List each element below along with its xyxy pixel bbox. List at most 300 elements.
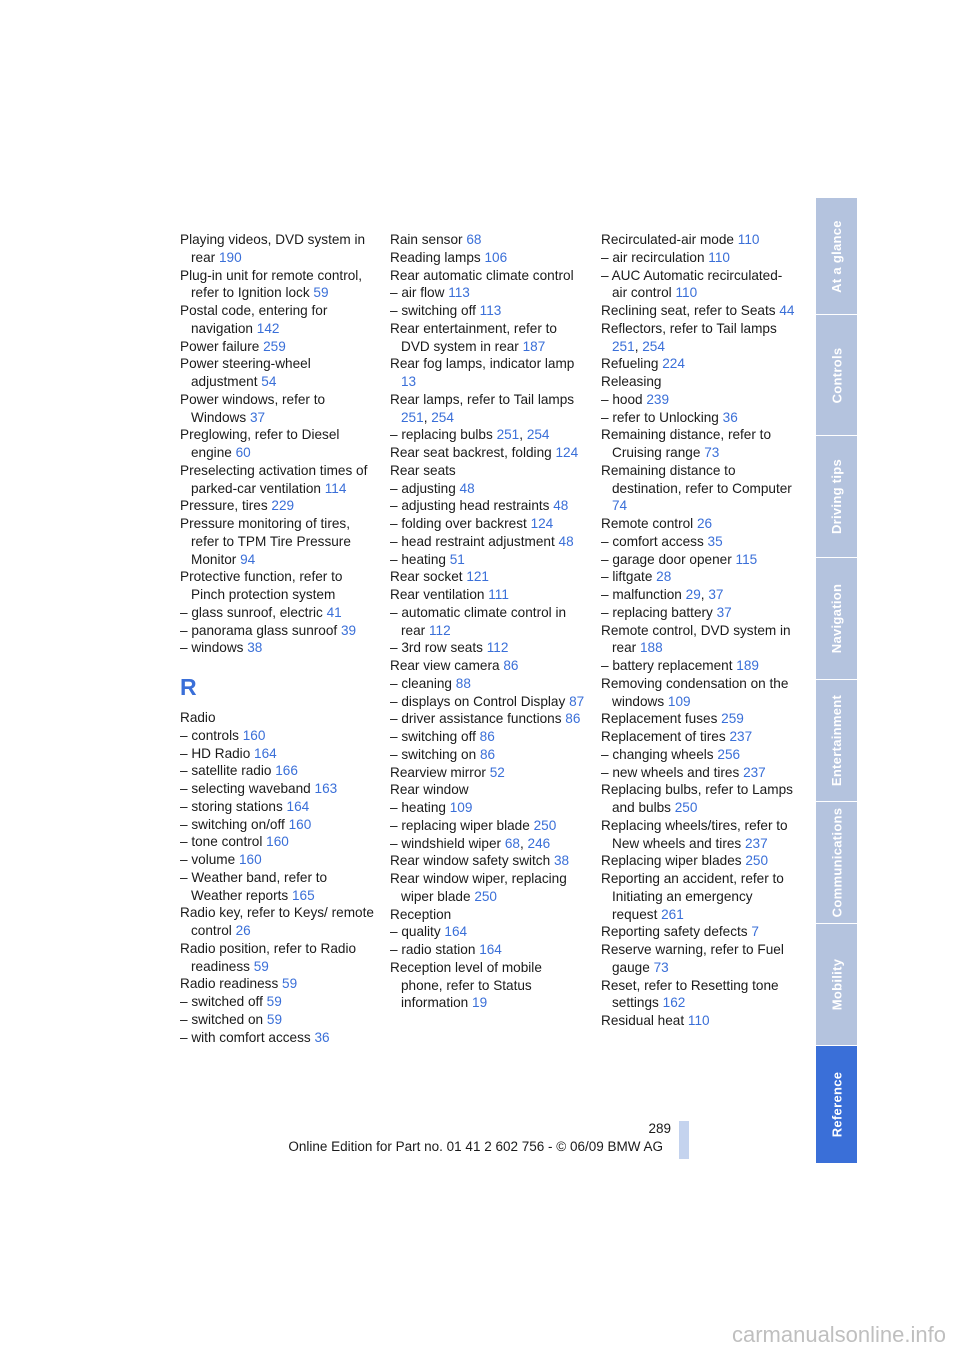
index-entry-text: Recirculated-air mode — [601, 232, 734, 247]
index-entry — [390, 586, 586, 604]
tab-label: Controls — [829, 347, 844, 403]
index-entry — [390, 515, 586, 533]
page-reference-link[interactable]: 229 — [271, 498, 295, 514]
index-entry — [601, 1012, 797, 1030]
index-entry-text: – comfort access — [601, 533, 704, 549]
tab-at-a-glance[interactable] — [816, 198, 857, 315]
page-reference-link[interactable]: 74 — [612, 498, 628, 514]
index-entry — [601, 781, 797, 817]
page-reference-link[interactable]: 124 — [530, 516, 554, 531]
index-entry-text: Radio readiness — [180, 976, 279, 992]
index-entry-text: Residual heat — [601, 1013, 685, 1028]
index-entry-text: Replacing bulbs, refer to Lamps and bulbs — [601, 782, 793, 815]
index-entry — [601, 249, 797, 267]
page-reference-link[interactable]: 54 — [261, 374, 277, 389]
page-reference-link[interactable]: 86 — [565, 711, 581, 727]
index-entry — [180, 833, 376, 851]
tab-label: Driving tips — [829, 458, 845, 535]
index-entry — [390, 941, 586, 959]
index-entry-text: – storing stations — [180, 798, 283, 814]
index-entry-text: – with comfort access — [180, 1029, 311, 1045]
index-entry — [180, 355, 376, 391]
index-entry — [601, 746, 797, 764]
page-reference-link[interactable]: 26 — [696, 516, 713, 531]
page-reference-link[interactable]: 256 — [717, 746, 741, 762]
page-reference-link[interactable]: 250 — [533, 817, 557, 833]
index-entry — [180, 426, 376, 462]
index-entry-text: Postal code, entering for navigation — [180, 303, 328, 336]
index-entry — [601, 923, 797, 941]
index-entry-text: Remaining distance, refer to Cruising range — [601, 427, 772, 460]
tab-label: Reference — [829, 1071, 845, 1138]
page-reference-link[interactable]: 110 — [737, 232, 760, 247]
index-entry-text: – tone control — [180, 834, 263, 850]
page-reference-link[interactable]: 36 — [722, 409, 738, 425]
index-entry — [601, 409, 797, 427]
page-reference-link[interactable]: 29 — [685, 587, 701, 602]
index-entry — [180, 338, 376, 356]
index-entry — [390, 870, 586, 906]
index-entry — [390, 657, 586, 675]
index-entry-text: Reading lamps — [390, 249, 481, 265]
index-entry-text: Preselecting activation times of parked-car ventilation — [180, 462, 368, 496]
index-entry — [601, 231, 797, 249]
page-reference-link[interactable]: 19 — [472, 995, 488, 1011]
index-entry-text: – 3rd row seats — [390, 640, 483, 656]
index-entry — [390, 764, 586, 782]
index-entry-text: – switched on — [180, 1011, 264, 1027]
page-reference-link[interactable]: 251 — [496, 427, 520, 443]
index-entry-text: Replacing wiper blades — [601, 853, 742, 869]
index-entry — [390, 710, 586, 728]
page-reference-link[interactable]: 110 — [675, 285, 698, 301]
index-entry — [390, 568, 586, 586]
page-reference-link[interactable]: 189 — [736, 658, 759, 673]
tab-mobility[interactable] — [816, 924, 857, 1046]
tab-communications[interactable] — [816, 802, 857, 924]
page-reference-link[interactable]: 224 — [662, 356, 685, 372]
index-entry — [601, 977, 797, 1013]
index-entry — [601, 852, 797, 870]
tab-navigation[interactable] — [816, 558, 857, 680]
index-entry — [180, 851, 376, 869]
page-reference-link[interactable]: 59 — [253, 958, 269, 974]
index-entry — [601, 302, 797, 320]
index-entry-text: – folding over backrest — [390, 516, 527, 531]
page-reference-link[interactable]: 251 — [401, 409, 424, 425]
index-entry — [601, 710, 797, 728]
page-reference-link[interactable]: 254 — [642, 338, 665, 354]
index-entry — [390, 551, 586, 569]
page-reference-link[interactable]: 124 — [555, 445, 579, 460]
index-entry — [601, 675, 797, 711]
page-reference-link[interactable]: 13 — [401, 374, 417, 389]
index-entry-text: – adjusting head restraints — [390, 498, 550, 514]
page-reference-link[interactable]: 73 — [653, 959, 669, 975]
page-reference-link[interactable]: 39 — [340, 622, 357, 638]
page-reference-link[interactable]: 28 — [656, 569, 672, 585]
index-entry-text: – air recirculation — [601, 249, 705, 265]
index-entry-text: Preglowing, refer to Diesel engine — [180, 427, 340, 460]
page-reference-link[interactable]: 251 — [612, 338, 635, 354]
index-entry — [180, 745, 376, 763]
page-reference-link[interactable]: 112 — [428, 622, 451, 638]
section-tab-bar — [816, 198, 857, 1164]
index-entry-text: Reserve warning, refer to Fuel gauge — [601, 942, 784, 975]
index-entry-text: – hood — [601, 391, 643, 407]
page-reference-link[interactable]: 59 — [266, 1011, 283, 1027]
index-entry-text: – glass sunroof, electric — [180, 604, 323, 620]
page-reference-link[interactable]: 26 — [235, 923, 251, 938]
page-reference-link[interactable]: 59 — [313, 285, 329, 301]
index-entry — [390, 799, 586, 817]
page-reference-link[interactable]: 237 — [729, 729, 753, 744]
page-reference-link[interactable]: 160 — [288, 816, 312, 832]
index-column-3 — [601, 231, 797, 1030]
index-entry — [180, 302, 376, 338]
index-entry-text: Rear entertainment, refer to DVD system in rear — [390, 320, 557, 354]
index-entry-text: Rain sensor — [390, 232, 463, 247]
page-reference-link[interactable]: 239 — [646, 391, 670, 407]
index-entry — [601, 568, 797, 586]
index-entry — [390, 231, 586, 249]
page-reference-link[interactable]: 115 — [735, 551, 758, 567]
page-reference-link[interactable]: 160 — [242, 727, 266, 743]
index-entry-text: – replacing wiper blade — [390, 817, 530, 833]
index-entry-text: – heating — [390, 551, 446, 567]
index-entry — [601, 941, 797, 977]
index-entry — [180, 816, 376, 834]
index-entry — [390, 444, 586, 462]
page-reference-link[interactable]: 52 — [489, 764, 505, 780]
index-entry — [180, 1011, 376, 1029]
index-entry-text: Reset, refer to Resetting tone settings — [601, 977, 779, 1011]
index-entry-text: Pressure monitoring of tires, refer to TPM Tire Pressure Monitor — [180, 516, 351, 567]
page-reference-link[interactable]: 250 — [674, 800, 698, 815]
index-entry: – replacing bulbs 251, 254 — [390, 427, 550, 443]
index-entry-text: – controls — [180, 727, 239, 743]
tab-controls[interactable] — [816, 315, 857, 436]
page-reference-link[interactable]: 113 — [479, 303, 502, 318]
index-entry-text: Power failure — [180, 338, 260, 354]
page-reference-link[interactable]: 51 — [449, 551, 465, 567]
index-entry: Reflectors, refer to Tail lamps 251, 254 — [601, 320, 777, 354]
index-entry-text: Rearview mirror — [390, 764, 486, 780]
index-entry-text: Refueling — [601, 356, 659, 372]
tab-label: At a glance — [829, 219, 844, 293]
index-entry-text: Rear lamps, refer to Tail lamps — [390, 391, 575, 407]
page-reference-link[interactable]: 106 — [484, 249, 508, 265]
index-entry-text: Playing videos, DVD system in rear — [180, 232, 366, 265]
index-entry — [390, 923, 586, 941]
index-entry — [180, 622, 376, 640]
index-entry-text: – replacing battery — [601, 604, 713, 620]
index-entry-text: – windows — [180, 640, 244, 656]
index-entry-text: Reclining seat, refer to Seats — [601, 303, 776, 318]
index-entry-text: Rear window — [390, 782, 469, 798]
tab-label: Mobility — [829, 958, 845, 1011]
tab-reference[interactable] — [816, 1046, 857, 1164]
tab-entertainment[interactable] — [816, 680, 857, 802]
index-entry-text: Releasing — [601, 374, 662, 389]
tab-driving-tips[interactable] — [816, 436, 857, 558]
index-entry-text: – refer to Unlocking — [601, 409, 719, 425]
page-reference-link[interactable]: 259 — [263, 338, 286, 354]
index-entry — [601, 817, 797, 853]
index-entry — [390, 533, 586, 551]
index-entry — [180, 869, 376, 905]
page-reference-link[interactable]: 37 — [708, 587, 724, 602]
page-reference-link[interactable]: 188 — [639, 640, 663, 656]
index-column-2 — [390, 231, 586, 1012]
index-entry — [601, 373, 797, 391]
page-reference-link[interactable]: 35 — [707, 533, 723, 549]
index-entry: Rear lamps, refer to Tail lamps 251, 254 — [390, 391, 575, 425]
index-entry — [180, 780, 376, 798]
page-reference-link[interactable]: 68 — [504, 835, 520, 851]
index-entry-text: Rear window wiper, replacing wiper blade — [390, 871, 567, 904]
index-entry-text: Rear view camera — [390, 658, 500, 673]
page-reference-link[interactable]: 111 — [488, 587, 509, 602]
index-entry — [601, 355, 797, 373]
page-reference-link[interactable]: 7 — [751, 924, 759, 940]
page-reference-link[interactable]: 109 — [667, 693, 691, 709]
page-reference-link[interactable]: 113 — [448, 285, 470, 301]
index-entry-text: – driver assistance functions — [390, 711, 562, 727]
index-entry — [390, 746, 586, 764]
index-entry — [180, 1029, 376, 1047]
index-entry-text: – switching on — [390, 746, 477, 762]
index-entry-text: – new wheels and tires — [601, 764, 740, 780]
index-entry — [601, 533, 797, 551]
index-entry — [390, 249, 586, 267]
page-reference-link[interactable]: 165 — [292, 887, 315, 903]
index-entry-text: – Weather band, refer to Weather reports — [180, 869, 328, 903]
page-reference-link[interactable]: 88 — [455, 675, 471, 691]
page-reference-link[interactable]: 48 — [553, 498, 569, 514]
index-entry — [180, 604, 376, 622]
page-reference-link[interactable]: 250 — [474, 888, 497, 904]
page-reference-link[interactable]: 261 — [661, 906, 684, 922]
index-entry-text: – switching off — [390, 303, 476, 318]
index-entry-text: Radio key, refer to Keys/ remote control — [180, 905, 374, 938]
index-entry — [390, 604, 586, 640]
index-entry-text: – windshield wiper — [390, 835, 502, 851]
page-reference-link[interactable]: 86 — [503, 658, 519, 673]
index-entry-text: – switching on/off — [180, 816, 285, 832]
index-entry — [390, 639, 586, 657]
index-entry-text: Rear fog lamps, indicator lamp — [390, 356, 575, 372]
index-entry-text: Remote control, DVD system in rear — [601, 622, 791, 656]
index-column-1 — [180, 231, 376, 1046]
index-entry-text: Rear automatic climate control — [390, 267, 574, 283]
page-reference-link[interactable]: 60 — [235, 445, 251, 460]
index-entry — [390, 267, 586, 285]
index-entry — [390, 693, 586, 711]
page-reference-link[interactable]: 187 — [522, 338, 546, 354]
index-entry-text: – liftgate — [601, 569, 653, 585]
index-entry — [601, 426, 797, 462]
page-reference-link[interactable]: 164 — [444, 924, 468, 940]
index-entry-text: Remote control — [601, 516, 694, 531]
index-entry-text: Radio position, refer to Radio readiness — [180, 940, 357, 974]
page-reference-link[interactable]: 94 — [240, 551, 256, 567]
index-entry-text: – displays on Control Display — [390, 693, 566, 709]
index-entry — [180, 231, 376, 267]
footer-marker — [679, 1121, 689, 1159]
watermark: carmanualsonline.info — [731, 1322, 946, 1347]
index-entry-text: – adjusting — [390, 480, 456, 496]
page-reference-link[interactable]: 48 — [558, 533, 574, 549]
index-entry — [390, 284, 586, 302]
page-reference-link[interactable]: 163 — [314, 781, 338, 796]
index-entry-text: – switching off — [390, 729, 476, 744]
page-reference-link[interactable]: 254 — [431, 409, 454, 425]
index-entry-text: Reflectors, refer to Tail lamps — [601, 320, 777, 336]
index-entry-text: – automatic climate control in rear — [390, 604, 567, 638]
page-reference-link[interactable]: 190 — [218, 249, 242, 265]
page-reference-link[interactable]: 41 — [326, 604, 342, 620]
index-entry-text: – changing wheels — [601, 746, 714, 762]
index-entry-text: – cleaning — [390, 675, 452, 691]
index-entry-text: Replacement fuses — [601, 711, 718, 727]
index-entry — [180, 497, 376, 515]
index-entry — [180, 904, 376, 940]
index-entry: – malfunction 29, 37 — [601, 587, 724, 602]
page-reference-link[interactable]: 259 — [721, 711, 744, 727]
tab-label: Entertainment — [829, 694, 844, 787]
page-reference-link[interactable]: 37 — [249, 409, 266, 425]
page-reference-link[interactable]: 114 — [324, 480, 347, 496]
page-reference-link[interactable]: 87 — [569, 693, 585, 709]
index-entry-text: Power windows, refer to Windows — [180, 391, 326, 425]
index-entry — [601, 622, 797, 658]
page-reference-link[interactable]: 121 — [466, 569, 489, 585]
index-entry-text: – selecting waveband — [180, 781, 311, 796]
index-entry — [601, 657, 797, 675]
page-reference-link[interactable]: 164 — [286, 798, 310, 814]
index-entry — [390, 852, 586, 870]
index-entry-text: – replacing bulbs — [390, 427, 493, 443]
page-reference-link[interactable]: 37 — [716, 604, 732, 620]
page-reference-link[interactable]: 164 — [479, 942, 502, 957]
index-entry-text: – quality — [390, 924, 441, 940]
page-reference-link[interactable]: 254 — [526, 427, 550, 443]
index-entry-text: Power steering-wheel adjustment — [180, 356, 311, 389]
index-entry-text: Replacement of tires — [601, 729, 726, 744]
footer-text: Online Edition for Part no. 01 41 2 602 756 - © 06/09 BMW AG — [288, 1139, 663, 1154]
page-reference-link[interactable]: 38 — [553, 853, 570, 869]
index-entry — [390, 320, 586, 356]
index-entry — [601, 267, 797, 303]
page-reference-link[interactable]: 68 — [466, 232, 482, 247]
page-reference-link[interactable]: 237 — [743, 764, 766, 780]
page-reference-link[interactable]: 48 — [459, 480, 475, 496]
index-entry-text: – heating — [390, 800, 446, 815]
index-entry — [390, 355, 586, 391]
index-entry-text: Replacing wheels/tires, refer to New wheels and tires — [601, 817, 788, 851]
page-reference-link[interactable]: 44 — [779, 303, 795, 318]
index-entry — [180, 709, 376, 727]
index-entry — [180, 940, 376, 976]
index-entry — [180, 993, 376, 1011]
page-reference-link[interactable]: 36 — [314, 1029, 330, 1045]
index-entry-text: Plug-in unit for remote control, refer to Ignition lock — [180, 267, 363, 301]
page-reference-link[interactable]: 86 — [479, 746, 496, 762]
page-reference-link[interactable]: 162 — [662, 995, 686, 1011]
index-entry-text: – AUC Automatic recirculated-air control — [601, 267, 783, 301]
index-entry-text: – battery replacement — [601, 658, 733, 673]
index-entry — [180, 391, 376, 427]
index-entry — [390, 817, 586, 835]
page-reference-link[interactable]: 166 — [275, 763, 298, 779]
index-entry — [390, 959, 586, 1012]
page-reference-link[interactable]: 160 — [266, 834, 289, 850]
index-entry — [601, 728, 797, 746]
page-reference-link[interactable]: 250 — [745, 853, 769, 869]
page-reference-link[interactable]: 109 — [449, 800, 473, 815]
index-entry-text: – volume — [180, 852, 236, 867]
page-reference-link[interactable]: 110 — [708, 249, 730, 265]
index-entry — [390, 497, 586, 515]
index-entry-text: Remaining distance to destination, refer to Computer — [601, 462, 792, 496]
index-entry — [601, 870, 797, 923]
index-entry — [390, 781, 586, 799]
page-reference-link[interactable]: 59 — [282, 976, 298, 992]
index-entry — [390, 906, 586, 924]
index-entry-text: Pressure, tires — [180, 498, 268, 514]
page-reference-link[interactable]: 110 — [687, 1013, 710, 1028]
index-entry-text: – panorama glass sunroof — [180, 622, 338, 638]
index-entry — [180, 798, 376, 816]
index-entry — [601, 515, 797, 533]
index-entry — [390, 675, 586, 693]
page-reference-link[interactable]: 38 — [247, 640, 263, 656]
index-entry-text: Reporting safety defects — [601, 924, 748, 940]
index-entry-text: Rear window safety switch — [390, 853, 551, 869]
index-entry-text: Rear seat backrest, folding — [390, 445, 552, 460]
index-entry-text: Rear socket — [390, 569, 463, 585]
page-reference-link[interactable]: 237 — [744, 835, 768, 851]
tab-label: Communications — [829, 807, 844, 918]
index-entry — [390, 462, 586, 480]
index-entry — [390, 480, 586, 498]
index-entry-text: Protective function, refer to Pinch protection system — [180, 569, 343, 602]
index-entry — [390, 302, 586, 320]
index-entry — [601, 551, 797, 569]
page-reference-link[interactable]: 164 — [254, 745, 277, 761]
page-reference-link[interactable]: 160 — [238, 852, 262, 867]
index-entry-text: Reporting an accident, refer to Initiating an emergency request — [601, 871, 784, 922]
index-letter-heading: R — [180, 674, 197, 700]
index-entry — [390, 728, 586, 746]
page-reference-link[interactable]: 73 — [704, 445, 720, 460]
page-reference-link[interactable]: 246 — [527, 835, 551, 851]
index-entry: – windshield wiper 68, 246 — [390, 835, 551, 851]
index-entry-text: Reception — [390, 906, 452, 922]
page-reference-link[interactable]: 59 — [266, 994, 282, 1009]
page-number: 289 — [648, 1121, 671, 1136]
page-reference-link[interactable]: 86 — [479, 729, 495, 744]
index-entry-text: Removing condensation on the windows — [601, 675, 789, 709]
index-entry-text: – garage door opener — [601, 551, 732, 567]
index-entry — [180, 515, 376, 568]
page-reference-link[interactable]: 112 — [486, 640, 509, 656]
page-reference-link[interactable]: 142 — [256, 320, 280, 336]
index-entry — [180, 762, 376, 780]
index-entry — [601, 604, 797, 622]
index-entry-text: – malfunction — [601, 587, 682, 602]
